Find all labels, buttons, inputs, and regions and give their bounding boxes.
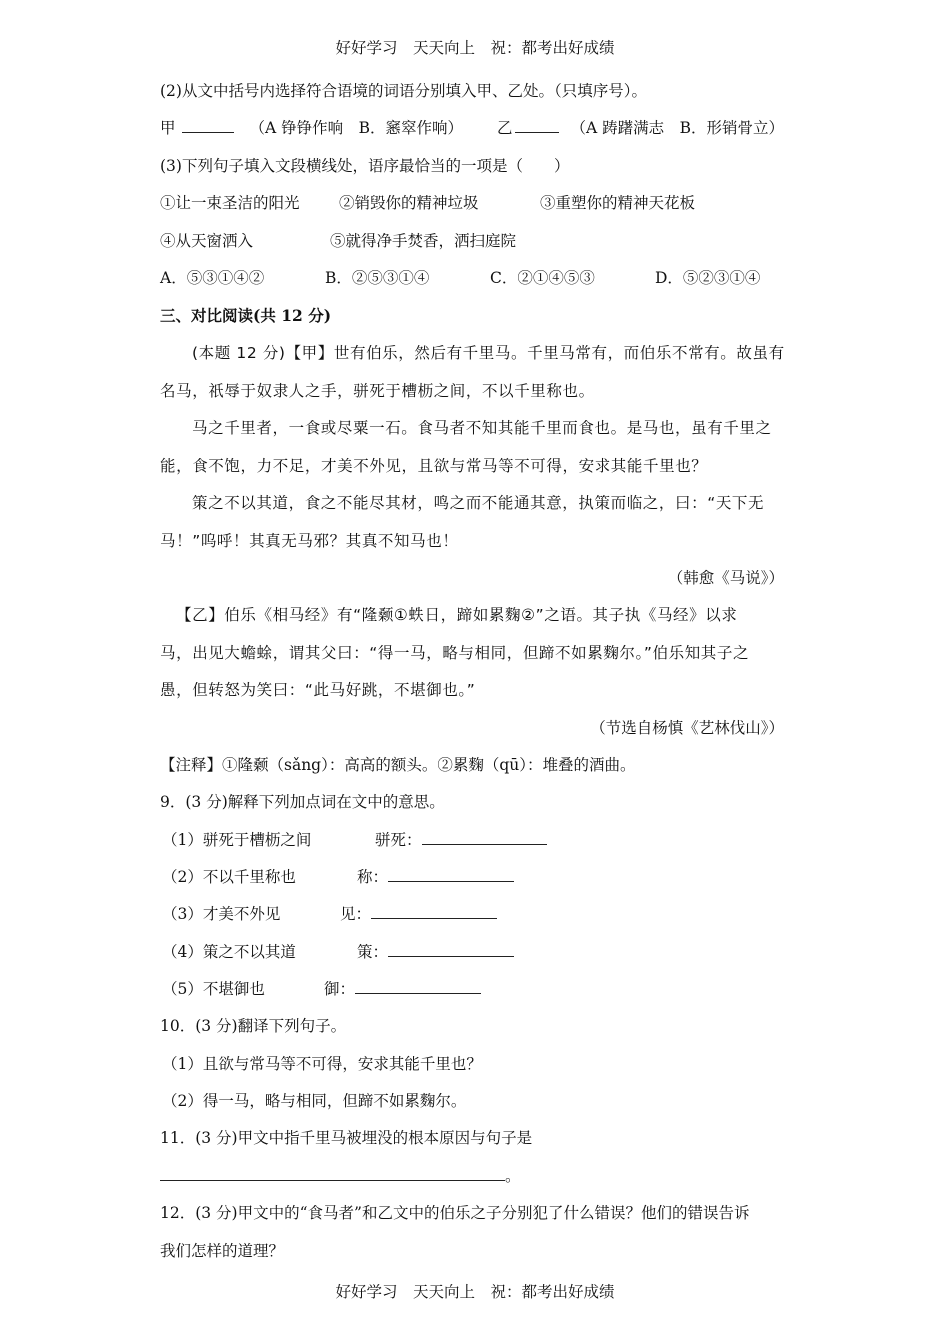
passage-jia-p1-line2: 名马，祇辱于奴隶人之手，骈死于槽枥之间，不以千里称也。 (160, 382, 595, 400)
jia-options: （A 铮铮作响 B．窸窣作响） (249, 119, 464, 137)
q9-item-5-phrase: （5）不堪御也 (162, 980, 265, 998)
passage-jia-source: （韩愈《马说》） (667, 569, 784, 587)
q9-item-3-blank[interactable] (371, 904, 497, 919)
passage-jia-p2-line2: 能，食不饱，力不足，才美不外见，且欲与常马等不可得，安求其能千里也？ (160, 457, 708, 475)
yi-blank[interactable] (515, 118, 559, 133)
section-3-title: 三、对比阅读(共 12 分) (160, 306, 332, 325)
q9-item-3-phrase: （3）才美不外见 (162, 905, 281, 923)
q8-3-item-2: ②销毁你的精神垃圾 (339, 194, 479, 212)
q9-item-1-blank[interactable] (422, 830, 547, 845)
q8-3-option-b[interactable]: B．②⑤③①④ (325, 269, 430, 287)
q9-item-4-blank[interactable] (388, 942, 514, 957)
passage-yi-source: （节选自杨慎《艺林伐山》） (590, 719, 784, 737)
q8-3-option-c[interactable]: C．②①④⑤③ (490, 269, 595, 287)
q9-item-2-phrase: （2）不以千里称也 (162, 868, 296, 886)
q9-item-5-word: 御： (324, 979, 481, 999)
q9-item-5-blank[interactable] (355, 979, 481, 994)
q10-sentence-2: （2）得一马，略与相同，但蹄不如累麴尔。 (162, 1092, 467, 1110)
q9-item-2-word: 称： (357, 867, 514, 887)
yi-options: （A 踌躇满志 B．形销骨立） (570, 119, 785, 137)
q9-item-3-word: 见： (340, 904, 497, 924)
q8-3-item-5: ⑤就得净手焚香，洒扫庭院 (330, 232, 517, 250)
q11-prompt: 11．(3 分)甲文中指千里马被埋没的根本原因与句子是 (160, 1129, 533, 1147)
q12-line2: 我们怎样的道理？ (160, 1242, 285, 1260)
q9-prompt: 9．(3 分)解释下列加点词在文中的意思。 (160, 793, 445, 811)
q9-item-4-word: 策： (357, 942, 514, 962)
q8-2-prompt: (2)从文中括号内选择符合语境的词语分别填入甲、乙处。（只填序号）。 (160, 82, 647, 100)
passage-jia-p3-line2: 马！”呜呼！其真无马邪？其真不知马也！ (160, 532, 459, 550)
passage-jia-p2-line1: 马之千里者，一食或尽粟一石。食马者不知其能千里而食也。是马也，虽有千里之 (192, 419, 772, 437)
q11-answer-row: 。 (160, 1166, 521, 1186)
yi-label: 乙 (497, 119, 513, 137)
q8-3-item-4: ④从天窗洒入 (160, 232, 254, 250)
q9-item-1-word: 骈死： (375, 830, 547, 850)
passage-yi-line3: 愚，但转怒为笑曰：“此马好跳，不堪御也。” (160, 681, 476, 699)
page-footer: 好好学习 天天向上 祝：都考出好成绩 (335, 1283, 615, 1301)
q8-3-item-3: ③重塑你的精神天花板 (540, 194, 696, 212)
q8-2-answer-row (160, 118, 784, 138)
q8-3-item-1: ①让一束圣洁的阳光 (160, 194, 300, 212)
annotation-note: 【注释】①隆颡（sǎng）：高高的额头。②累麴（qū）：堆叠的酒曲。 (160, 756, 636, 774)
q9-item-1-phrase: （1）骈死于槽枥之间 (162, 831, 312, 849)
q8-3-option-d[interactable]: D．⑤②③①④ (655, 269, 761, 287)
q11-blank[interactable] (160, 1166, 505, 1181)
q8-3-prompt: (3)下列句子填入文段横线处，语序最恰当的一项是（ ） (160, 157, 570, 175)
passage-yi-line2: 马，出见大蟾蜍，谓其父曰：“得一马，略与相同，但蹄不如累麴尔。”伯乐知其子之 (160, 644, 750, 662)
q9-item-4-phrase: （4）策之不以其道 (162, 943, 296, 961)
q10-sentence-1: （1）且欲与常马等不可得，安求其能千里也？ (162, 1055, 482, 1073)
page-header: 好好学习 天天向上 祝：都考出好成绩 (335, 39, 615, 57)
jia-label: 甲 (160, 119, 176, 137)
passage-jia-p1-line1: (本题 12 分)【甲】世有伯乐，然后有千里马。千里马常有，而伯乐不常有。故虽有 (192, 344, 785, 362)
passage-jia-p3-line1: 策之不以其道，食之不能尽其材，鸣之而不能通其意，执策而临之，曰：“天下无 (192, 494, 765, 512)
q9-item-2-blank[interactable] (388, 867, 514, 882)
q8-3-option-a[interactable]: A．⑤③①④② (160, 269, 265, 287)
q12-line1: 12．(3 分)甲文中的“食马者”和乙文中的伯乐之子分别犯了什么错误？他们的错误告诉 (160, 1204, 750, 1222)
passage-yi-line1: 【乙】伯乐《相马经》有“隆颡①蛈日，蹄如累麴②”之语。其子执《马经》以求 (176, 606, 738, 624)
q10-prompt: 10．(3 分)翻译下列句子。 (160, 1017, 347, 1035)
jia-blank[interactable] (182, 118, 234, 133)
